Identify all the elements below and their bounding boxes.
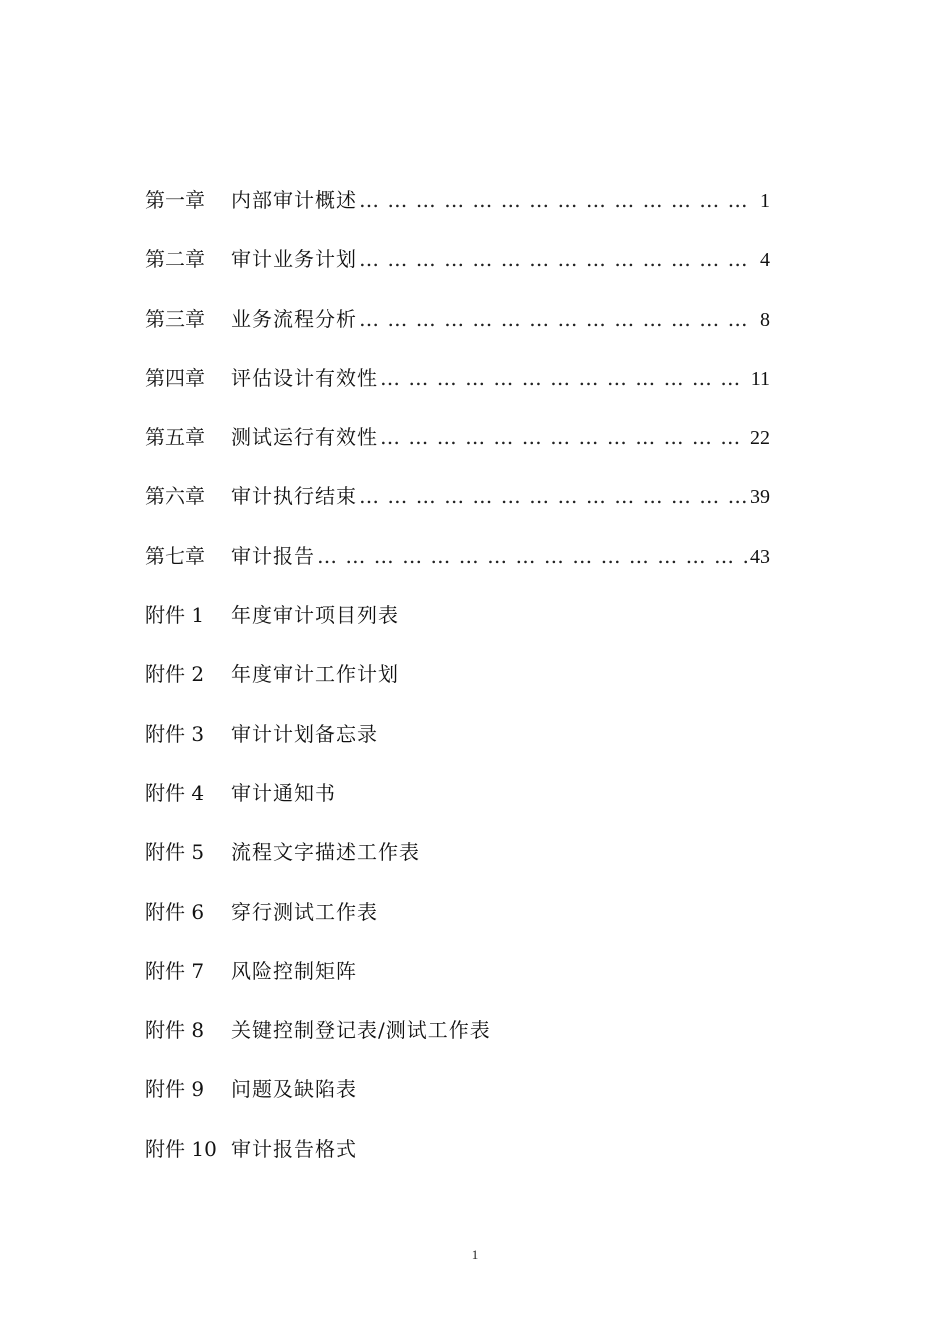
- chapter-label: 第一章: [145, 188, 205, 212]
- table-of-contents: [145, 180, 770, 1188]
- appendix-label: 附件 8: [145, 1018, 205, 1043]
- appendix-label: 附件 6: [145, 899, 205, 924]
- chapter-label: 第六章: [145, 484, 205, 509]
- appendix-label: 附件 10: [145, 1136, 217, 1161]
- chapter-page: 39: [750, 486, 770, 509]
- chapter-page: 1: [760, 190, 770, 212]
- appendix-label: 附件 3: [145, 721, 205, 746]
- toc-chapter-4[interactable]: [145, 358, 770, 417]
- toc-chapter-7[interactable]: [145, 536, 770, 595]
- appendix-label: 附件 7: [145, 958, 205, 983]
- appendix-title: 流程文字描述工作表: [231, 840, 420, 865]
- toc-appendix-3[interactable]: [145, 714, 770, 773]
- appendix-title: 穿行测试工作表: [231, 899, 378, 924]
- appendix-title: 关键控制登记表/测试工作表: [231, 1018, 491, 1043]
- chapter-label: 第三章: [145, 306, 205, 331]
- dot-leader: [380, 417, 748, 457]
- chapter-title: 内部审计概述: [231, 188, 357, 212]
- chapter-page: 22: [750, 427, 770, 450]
- toc-appendix-9[interactable]: [145, 1069, 770, 1128]
- chapter-title: 业务流程分析: [231, 306, 357, 331]
- page-number: 1: [471, 1247, 479, 1262]
- toc-chapter-3[interactable]: [145, 299, 770, 358]
- appendix-label: 附件 9: [145, 1077, 205, 1102]
- toc-chapter-5[interactable]: [145, 417, 770, 476]
- toc-chapter-1[interactable]: [145, 180, 770, 239]
- appendix-label: 附件 2: [145, 662, 205, 687]
- chapter-title: 评估设计有效性: [231, 365, 378, 390]
- dot-leader: [359, 239, 758, 279]
- toc-appendix-4[interactable]: [145, 773, 770, 832]
- toc-appendix-5[interactable]: [145, 832, 770, 891]
- appendix-title: 问题及缺陷表: [231, 1077, 357, 1102]
- toc-appendix-6[interactable]: [145, 892, 770, 951]
- toc-chapter-6[interactable]: [145, 476, 770, 535]
- chapter-page: 11: [750, 367, 770, 390]
- dot-leader: [359, 299, 758, 339]
- chapter-title: 审计报告: [231, 543, 315, 568]
- chapter-page: 43: [750, 545, 770, 568]
- dot-leader: [359, 476, 748, 516]
- chapter-label: 第七章: [145, 543, 205, 568]
- dot-leader: [317, 536, 748, 576]
- toc-appendix-1[interactable]: [145, 595, 770, 654]
- chapter-label: 第二章: [145, 247, 205, 272]
- chapter-page: 8: [760, 308, 770, 331]
- toc-chapter-2[interactable]: [145, 239, 770, 298]
- dot-leader: [359, 180, 758, 220]
- chapter-label: 第五章: [145, 425, 205, 450]
- chapter-title: 审计执行结束: [231, 484, 357, 509]
- toc-appendix-7[interactable]: [145, 951, 770, 1010]
- appendix-label: 附件 1: [145, 603, 205, 628]
- chapter-label: 第四章: [145, 365, 205, 390]
- chapter-page: 4: [760, 249, 770, 272]
- appendix-title: 风险控制矩阵: [231, 958, 357, 983]
- toc-appendix-10[interactable]: [145, 1129, 770, 1188]
- appendix-title: 审计通知书: [231, 780, 336, 805]
- appendix-title: 审计计划备忘录: [231, 721, 378, 746]
- dot-leader: [380, 358, 749, 398]
- appendix-title: 审计报告格式: [231, 1136, 357, 1161]
- chapter-title: 测试运行有效性: [231, 425, 378, 450]
- appendix-title: 年度审计项目列表: [231, 603, 399, 628]
- chapter-title: 审计业务计划: [231, 247, 357, 272]
- appendix-label: 附件 4: [145, 780, 205, 805]
- toc-appendix-2[interactable]: [145, 654, 770, 713]
- toc-appendix-8[interactable]: [145, 1010, 770, 1069]
- appendix-label: 附件 5: [145, 840, 205, 865]
- appendix-title: 年度审计工作计划: [231, 662, 399, 687]
